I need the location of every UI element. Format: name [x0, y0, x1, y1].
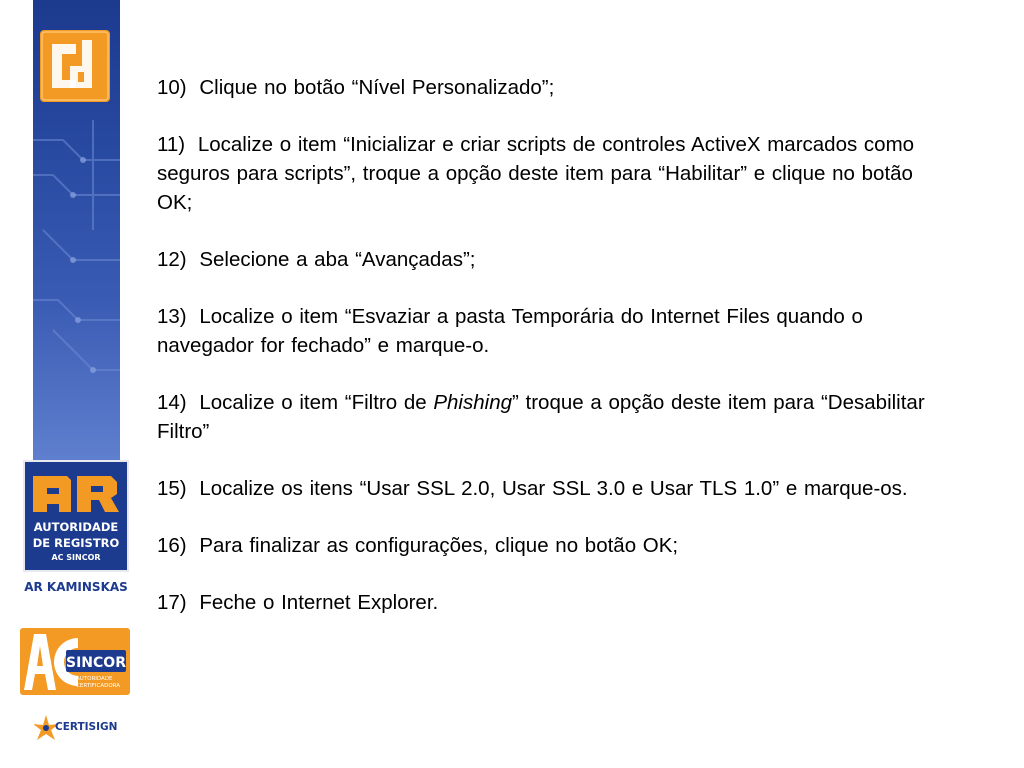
step-number: 15): [157, 477, 187, 500]
step-number: 11): [157, 133, 186, 156]
step-item: [157, 388, 947, 446]
step-item: [157, 474, 947, 503]
step-item: [157, 245, 947, 274]
step-number: 14): [157, 391, 187, 414]
step-item: [157, 130, 947, 217]
step-item: [157, 588, 947, 617]
step-text: Feche o Internet Explorer.: [199, 591, 439, 614]
ar-line2: DE REGISTRO: [32, 536, 120, 550]
ac-sincor-name: SINCOR: [66, 655, 126, 671]
step-text: Para finalizar as configurações, clique no botão OK;: [199, 534, 679, 557]
ac-emblem-icon: [40, 30, 110, 102]
certisign-label: CERTISIGN: [55, 721, 118, 733]
ar-letters-icon: [27, 464, 125, 518]
step-text-before: Localize o item “Filtro de: [199, 391, 434, 414]
step-text: Localize os itens “Usar SSL 2.0, Usar SSL 3.0 e Usar TLS 1.0” e marque-os.: [199, 477, 908, 500]
step-number: 10): [157, 76, 187, 99]
step-number: 13): [157, 305, 187, 328]
ar-line3: AC SINCOR: [51, 553, 101, 562]
step-text: Localize o item “Inicializar e criar scripts de controles ActiveX marcados como seguros para scripts”, troque a opção deste item para “Habilitar” e clique no botão OK;: [157, 133, 915, 214]
ar-line1: AUTORIDADE: [33, 520, 119, 534]
ar-name-label: AR KAMINSKAS: [24, 580, 128, 594]
ac-sub2: CERTIFICADORA: [76, 683, 121, 689]
step-text: Selecione a aba “Avançadas”;: [199, 248, 476, 271]
ac-sincor-logo: [20, 628, 130, 695]
step-item: [157, 73, 947, 102]
step-number: 16): [157, 534, 187, 557]
step-text-italic: Phishing: [433, 391, 512, 414]
ar-logo: [23, 460, 129, 572]
step-number: 12): [157, 248, 187, 271]
step-item: [157, 302, 947, 360]
step-text-after: ” troque a opção deste item para “Desabilitar Filtro”: [157, 391, 925, 443]
step-number: 17): [157, 591, 187, 614]
instructions-list: [157, 73, 947, 645]
step-text: Localize o item “Esvaziar a pasta Temporária do Internet Files quando o navegador for fechado” e marque-o.: [157, 305, 863, 357]
ac-sub1: AUTORIDADE: [76, 676, 113, 682]
step-item: [157, 531, 947, 560]
step-text: Clique no botão “Nível Personalizado”;: [199, 76, 555, 99]
